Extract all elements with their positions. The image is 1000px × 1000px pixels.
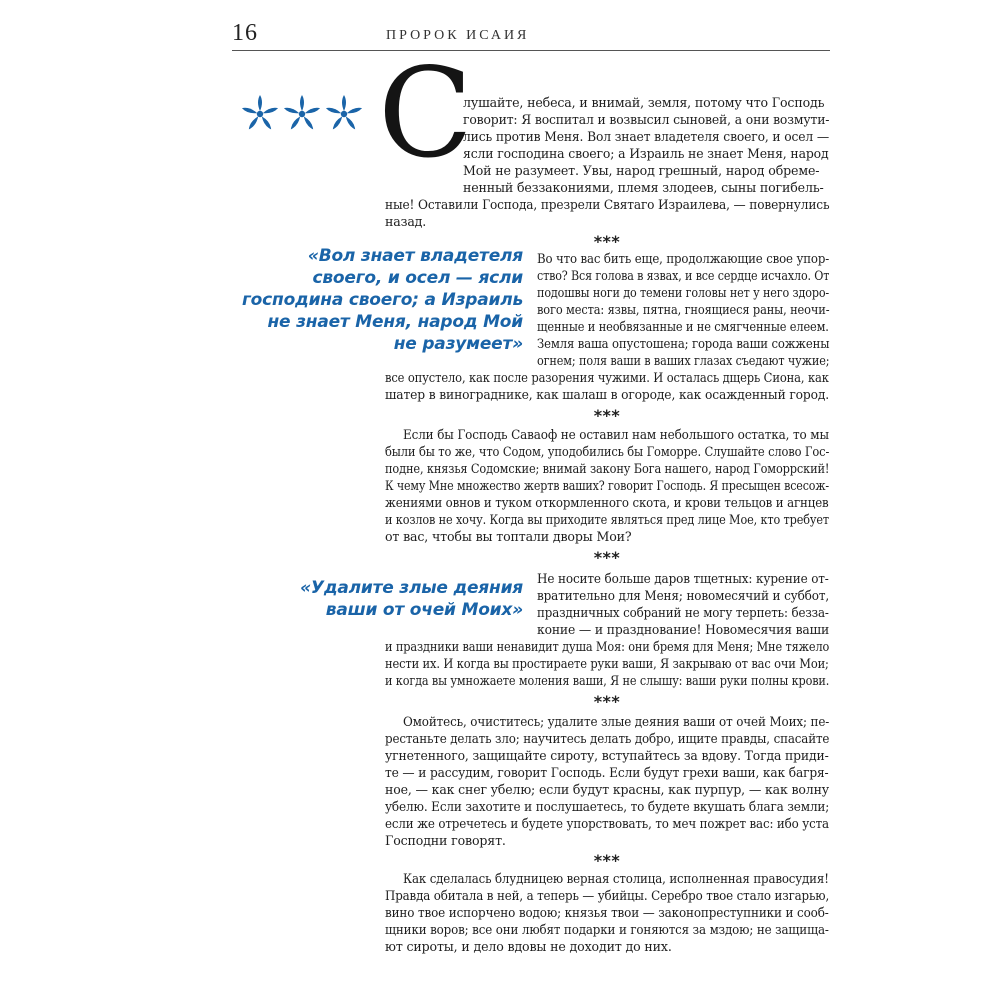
text-line: ясли господина своего; а Израиль не знает Меня, народ bbox=[463, 146, 829, 161]
text-line: праздничных собраний не могу терпеть: безза- bbox=[537, 605, 829, 620]
text-line: рестаньте делать зло; научитесь делать добро, ищите правды, спасайте bbox=[385, 731, 830, 746]
section-divider: *** bbox=[593, 692, 621, 711]
text-line: огнем; поля ваши в ваших глазах съедают чужие; bbox=[537, 353, 830, 368]
section-divider: *** bbox=[593, 232, 621, 251]
text-line: лись против Меня. Вол знает владетеля своего, и осел — bbox=[463, 129, 830, 144]
pull-quote-line: не знает Меня, народ Мой bbox=[267, 312, 523, 332]
text-line: Господни говорят. bbox=[385, 833, 506, 848]
text-line: говорит: Я воспитал и возвысил сыновей, а они возмути- bbox=[463, 112, 830, 127]
page-header bbox=[232, 20, 830, 51]
text-line: жениями овнов и туком откормленного скота, и крови тельцов и агнцев bbox=[385, 495, 829, 510]
pull-quote-line: ваши от очей Моих» bbox=[325, 600, 523, 620]
section-divider: *** bbox=[593, 406, 621, 425]
text-line: Мой не разумеет. Увы, народ грешный, народ обреме- bbox=[463, 163, 820, 178]
text-line: и праздники ваши ненавидит душа Моя: они бремя для Меня; Мне тяжело bbox=[385, 639, 830, 654]
text-line: были бы то же, что Содом, уподобились бы Гоморре. Слушайте слово Гос- bbox=[385, 444, 830, 459]
text-line: вино твое испорчено водою; князья твои — законопреступники и сооб- bbox=[385, 905, 829, 920]
text-line: лушайте, небеса, и внимай, земля, потому что Господь bbox=[463, 95, 825, 110]
three-blue-flowers-icon bbox=[240, 90, 370, 140]
text-line: Как сделалась блудницею верная столица, исполненная правосудия! bbox=[403, 871, 829, 886]
text-line: подне, князья Содомские; внимай закону Бога нашего, народ Гоморрский! bbox=[385, 461, 830, 476]
pull-quote-line: «Удалите злые деяния bbox=[300, 578, 523, 598]
text-line: щенные и необвязанные и не смягченные елеем. bbox=[537, 319, 829, 334]
text-line: вого места: язвы, пятна, гноящиеся раны, неочи- bbox=[537, 302, 830, 317]
text-line: и козлов не хочу. Когда вы приходите являться пред лице Мое, кто требует bbox=[385, 512, 829, 527]
text-line: подошвы ноги до темени головы нет у него здоро- bbox=[537, 285, 830, 300]
text-line: вратительно для Меня; новомесячий и суббот, bbox=[537, 588, 830, 603]
pull-quote-line: «Вол знает владетеля bbox=[307, 246, 523, 266]
text-line: от вас, чтобы вы топтали дворы Мои? bbox=[385, 529, 632, 544]
text-line: если же отречетесь и будете упорствовать, то меч пожрет вас: ибо уста bbox=[385, 816, 829, 831]
page-number: 16 bbox=[232, 20, 258, 46]
text-line: нести их. И когда вы простираете руки ваши, Я закрываю от вас очи Мои; bbox=[385, 656, 829, 671]
text-line: Земля ваша опустошена; города ваши сожжены bbox=[537, 336, 830, 351]
text-line: все опустело, как после разорения чужими. И осталась дщерь Сиона, как bbox=[385, 370, 829, 385]
running-title: ПРОРОК ИСАИЯ bbox=[386, 28, 530, 43]
text-line: К чему Мне множество жертв ваших? говорит Господь. Я пресыщен всесож- bbox=[385, 478, 829, 493]
text-line: ют сироты, и дело вдовы не доходит до них. bbox=[385, 939, 672, 954]
drop-cap: С bbox=[378, 42, 473, 186]
text-line: шатер в винограднике, как шалаш в огороде, как осажденный город. bbox=[385, 387, 830, 402]
text-line: ство? Вся голова в язвах, и все сердце исчахло. От bbox=[537, 268, 830, 283]
text-line: ные! Оставили Господа, презрели Святаго Израилева, — повернулись bbox=[385, 197, 830, 212]
section-divider: *** bbox=[593, 548, 621, 567]
text-line: коние — и празднование! Новомесячия ваши bbox=[537, 622, 830, 637]
pull-quote-line: господина своего; а Израиль bbox=[241, 290, 523, 310]
text-line: щники воров; все они любят подарки и гоняются за мздою; не защища- bbox=[385, 922, 829, 937]
text-line: Во что вас бить еще, продолжающие свое упор- bbox=[537, 251, 830, 266]
text-line: Не носите больше даров тщетных: курение от- bbox=[537, 571, 829, 586]
text-line: и когда вы умножаете моления ваши, Я не слышу: ваши руки полны крови. bbox=[385, 673, 830, 688]
text-line: Если бы Господь Саваоф не оставил нам небольшого остатка, то мы bbox=[403, 427, 829, 442]
pull-quote-line: не разумеет» bbox=[393, 334, 523, 354]
pull-quote-line: своего, и осел — ясли bbox=[312, 268, 523, 288]
text-line: угнетенного, защищайте сироту, вступайтесь за вдову. Тогда приди- bbox=[385, 748, 829, 763]
text-line: ненный беззакониями, племя злодеев, сыны погибель- bbox=[463, 180, 824, 195]
text-line: убелю. Если захотите и послушаетесь, то будете вкушать блага земли; bbox=[385, 799, 830, 814]
text-line: ное, — как снег убелю; если будут красны, как пурпур, — как волну bbox=[385, 782, 829, 797]
text-line: назад. bbox=[385, 214, 427, 229]
text-line: Правда обитала в ней, а теперь — убийцы. Серебро твое стало изгарью, bbox=[385, 888, 830, 903]
text-line: Омойтесь, очиститесь; удалите злые деяния ваши от очей Моих; пе- bbox=[403, 714, 830, 729]
text-line: те — и рассудим, говорит Господь. Если будут грехи ваши, как багря- bbox=[385, 765, 829, 780]
section-divider: *** bbox=[593, 851, 621, 870]
